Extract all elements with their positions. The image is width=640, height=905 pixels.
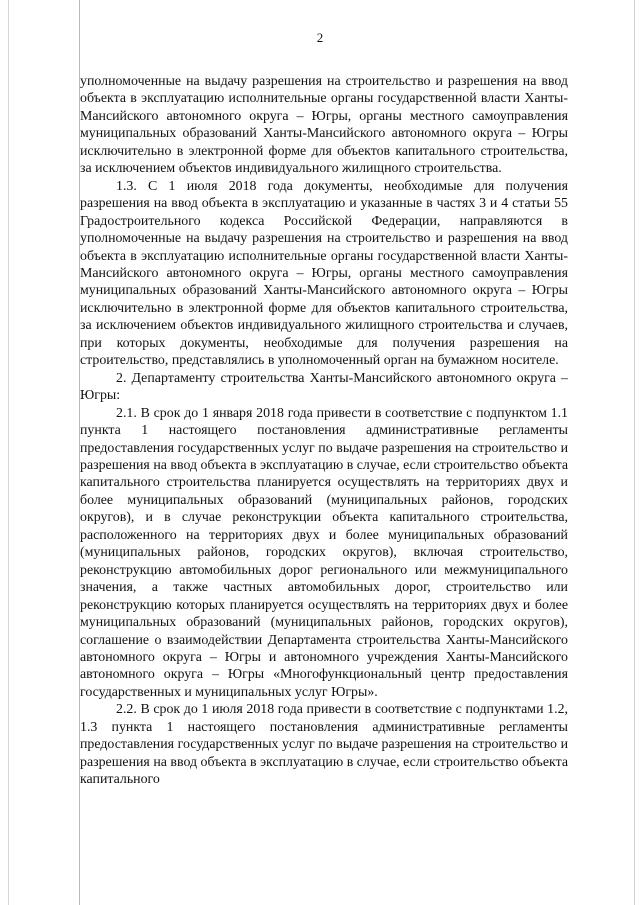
paragraph-2: 2. Департаменту строительства Ханты-Мансийского автономного округа – Югры: — [80, 370, 568, 404]
paragraph-1-3: 1.3. С 1 июля 2018 года документы, необходимые для получения разрешения на ввод объекта в эксплуатацию и указанные в частях 3 и 4 статьи 55 Градостроительного кодекса Российской Федерации, направляются в уполномоченные на выдачу разрешения на строительство и разрешения на ввод объекта в эксплуатацию исполнительные органы государственной власти Ханты-Мансийского автономного округа – Югры, органы местного самоуправления муниципальных образований Ханты-Мансийского автономного округа – Югры исключительно в электронной форме для объектов капитального строительства, за исключением объектов индивидуального жилищного строительства и случаев, при которых документы, необходимые для получения разрешения на строительство, представлялись в уполномоченный орган на бумажном носителе. — [80, 178, 568, 369]
scan-edge-line-right — [634, 0, 635, 905]
document-body — [80, 73, 568, 789]
scan-edge-line — [8, 0, 9, 905]
page-number: 2 — [316, 30, 324, 45]
paragraph-2-2: 2.2. В срок до 1 июля 2018 года привести в соответствие с подпунктами 1.2, 1.3 пункта 1 настоящего постановления административные регламенты предоставления государственных услуг по выдаче разрешения на строительство и разрешения на ввод объекта в эксплуатацию в случае, если строительство объекта капитального — [80, 702, 568, 788]
paragraph-continuation: уполномоченные на выдачу разрешения на строительство и разрешения на ввод объекта в эксплуатацию исполнительные органы государственной власти Ханты-Мансийского автономного округа – Югры, органы местного самоуправления муниципальных образований Ханты-Мансийского автономного округа – Югры исключительно в электронной форме для объектов капитального строительства, за исключением объектов индивидуального жилищного строительства. — [80, 74, 568, 177]
paragraph-2-1: 2.1. В срок до 1 января 2018 года привести в соответствие с подпунктом 1.1 пункта 1 настоящего постановления административные регламенты предоставления государственных услуг по выдаче разрешения на строительство и разрешения на ввод объекта в эксплуатацию в случае, если строительство объекта капитального строительства планируется осуществлять на территориях двух и более муниципальных образований (муниципальных районов, городских округов), и в случае реконструкции объекта капитального строительства, расположенного на территориях двух и более муниципальных образований (муниципальных районов, городских округов), включая строительство, реконструкцию автомобильных дорог регионального или межмуниципального значения, а также частных автомобильных дорог, строительство или реконструкцию которых планируется осуществлять на территориях двух и более муниципальных образований (муниципальных районов, городских округов), соглашение о взаимодействии Департамента строительства Ханты-Мансийского автономного округа – Югры и автономного учреждения Ханты-Мансийского автономного округа – Югры «Многофункциональный центр предоставления государственных и муниципальных услуг Югры». — [80, 405, 568, 700]
